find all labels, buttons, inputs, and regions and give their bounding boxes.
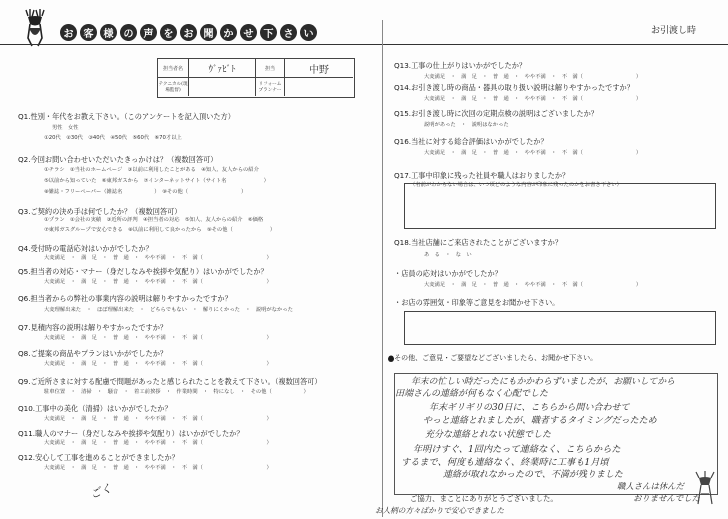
q6-options[interactable]: 大変理解出来た ・ ほぼ理解出来た ・ どちらでもない ・ 解りにくかった ・ 説明がなかった: [44, 307, 293, 313]
q18b-question: ・お店の雰囲気・印象等ご意見をお聞かせ下さい。: [394, 298, 560, 307]
title-char: い: [300, 24, 317, 41]
q4-question: Q4.受付時の電話応対はいかがでしたか？: [18, 244, 153, 253]
q11-options[interactable]: 大変満足 ・ 満 足 ・ 普 通 ・ やや不満 ・ 不 満（ ）: [44, 440, 272, 446]
q3-options[interactable]: ⑦東邦ガスグループで安心できる ⑧以前に利用して良かったから ⑨その他（ ）: [44, 227, 276, 233]
q1-question: Q1.性別・年代をお教え下さい。（このアンケートを記入頂いた方）: [18, 112, 235, 121]
comments-heading: ●その他、ご意見・ご要望などございましたら、お聞かせ下さい。: [388, 354, 598, 362]
q9-options[interactable]: 駐車位置 ・ 清掃 ・ 騒音 ・ 着工前挨拶 ・ 作業時間 ・ 特になし ・ その他（ ）: [44, 389, 309, 395]
thanks-footer: ご協力、まことにありがとうございました。: [410, 494, 558, 503]
store-opinion-box: [404, 311, 716, 345]
construction-value: 中野: [285, 59, 353, 78]
q16-options[interactable]: 大変満足 ・ 満 足 ・ 普 通 ・ やや不満 ・ 不 満（ ）: [424, 150, 642, 156]
q2-options[interactable]: ①チラシ ②当社のホームページ ③以前に利用したことがある ④知人、友人からの紹介: [44, 167, 259, 173]
q12-options[interactable]: 大変満足 ・ 満 足 ・ 普 通 ・ やや不満 ・ 不 満（ ）: [44, 465, 272, 471]
q15-options[interactable]: 説明があった ・ 説明はなかった: [424, 122, 509, 128]
sales-label: 担当者名: [158, 59, 189, 78]
q18-question: Q18.当社店舗にご来店されたことがございますか？: [394, 238, 563, 247]
handwritten-comment-line: 田端さんの連絡が何もなく心配でした: [395, 389, 549, 399]
q10-question: Q10.工事中の美化（清掃）はいかがでしたか？: [18, 404, 172, 413]
q5-options[interactable]: 大変満足 ・ 満 足 ・ 普 通 ・ やや不満 ・ 不 満（ ）: [44, 279, 272, 285]
title-char: 聞: [200, 24, 217, 41]
q1-options[interactable]: ①20代 ②30代 ③40代 ④50代 ⑤60代 ⑥70才以上: [44, 135, 182, 141]
q13-options[interactable]: 大変満足 ・ 満 足 ・ 普 通 ・ やや不満 ・ 不 満（ ）: [424, 74, 642, 80]
q12-question: Q12.安心して工事を進めることができましたか？: [18, 453, 179, 462]
q14-question: Q14.お引き渡し時の商品・器具の取り扱い説明は解りやすかったですか？: [394, 83, 634, 92]
q16-question: Q16.当社に対する総合評価はいかがでしたか？: [394, 137, 548, 146]
q15-question: Q15.お引き渡し時に次回の定期点検の説明はございましたか？: [394, 109, 598, 118]
q18-options[interactable]: あ る ・ な い: [424, 252, 472, 258]
handwritten-comment-line: 年末の忙しい時だったにもかかわらずいましたが、お願いしてから: [411, 377, 675, 387]
q18a-options[interactable]: 大変満足 ・ 満 足 ・ 普 通 ・ やや不満 ・ 不 満（ ）: [424, 282, 642, 288]
title-char: 声: [140, 24, 157, 41]
deer-logo-icon: [18, 8, 52, 48]
technical-label: テクニカル(現場監督): [158, 78, 189, 96]
q8-question: Q8.ご提案の商品やプランはいかがでしたか？: [18, 349, 168, 358]
q10-options[interactable]: 大変満足 ・ 満 足 ・ 普 通 ・ やや不満 ・ 不 満（ ）: [44, 416, 272, 422]
q5-question: Q5.担当者の対応・マナー（身だしなみや挨拶や気配り）はいかがでしたか？: [18, 267, 268, 276]
q13-question: Q13.工事の仕上がりはいかがでしたか？: [394, 61, 527, 70]
title-char: お: [60, 24, 77, 41]
title-char: せ: [240, 24, 257, 41]
q9-question: Q9.ご近所さまに対する配慮で問題があったと感じられたことを教えて下さい。（複数回答可）: [18, 377, 322, 386]
deer-corner-icon: [690, 470, 720, 506]
q14-options[interactable]: 大変満足 ・ 満 足 ・ 普 通 ・ やや不満 ・ 不 満（ ）: [424, 96, 642, 102]
reform-label: リフォーム プランナー: [256, 78, 285, 96]
handwritten-comment-line: 連絡が取れなかったので、不満が残りました: [443, 470, 623, 480]
q3-options[interactable]: ①プラン ②会社の実績 ③近所の評判 ④担当者の対応 ⑤知人、友人からの紹介 ⑥価格: [44, 217, 264, 223]
title-char: 客: [80, 24, 97, 41]
q7-question: Q7.見積内容の説明は解りやすかったですか？: [18, 323, 168, 332]
handwritten-comment-line: 年明けすぐ、1回内たって連絡なく、こちらからた: [413, 444, 621, 455]
title-char: 様: [100, 24, 117, 41]
title-char: さ: [280, 24, 297, 41]
q6-question: Q6.担当者からの弊社の事業内容の説明は解りやすかったですか？: [18, 294, 232, 303]
technical-value: [189, 78, 256, 96]
margin-scribble: ごく: [88, 481, 114, 502]
handwritten-comment-line: やっと連絡とれましたが、職者するタイミングだったため: [423, 416, 657, 426]
q2-options[interactable]: ⑧雑誌・フリーペーパー（雑誌名 ） ⑨その他（ ）: [44, 189, 247, 195]
handover-label: お引渡し時: [651, 26, 697, 36]
handwritten-comment-line: 充分な連絡とれない状態でした: [425, 430, 552, 440]
title-char: 下: [260, 24, 277, 41]
q1-options[interactable]: 男性 女性: [52, 125, 79, 131]
page-title: [60, 22, 318, 42]
handwritten-comment-line: お人柄の方々ばかりで安心できました: [375, 506, 505, 515]
title-char: お: [180, 24, 197, 41]
q2-question: Q2.今回お問い合わせいただいたきっかけは？（複数回答可）: [18, 155, 218, 164]
construction-label: 担当: [256, 59, 285, 78]
handwritten-comment-line: おりませんでした: [633, 493, 700, 503]
reform-value: [285, 78, 353, 96]
q17-answer-box: [404, 183, 716, 229]
handwritten-comment-line: 職人さんは休んだ: [617, 481, 684, 491]
q2-options[interactable]: ⑤以前から知っていた ⑥東邦ガスから ⑦インターネットサイト（サイト名 ）: [44, 178, 269, 184]
title-char: の: [120, 24, 137, 41]
q17-question: Q17.工事中印象に残った社員や職人はおりましたか？: [394, 171, 570, 180]
q11-question: Q11.職人のマナー（身だしなみや挨拶や気配り）はいかがでしたか？: [18, 429, 244, 438]
title-char: か: [220, 24, 237, 41]
handwritten-comment-line: するまで、何度も連絡なく、終業時に工事も1月頃: [401, 457, 609, 468]
q17-options[interactable]: （名前がわからない場合は、いつ頃どのような内容が印象に残ったのかをお書き下さい）: [410, 182, 622, 188]
q8-options[interactable]: 大変満足 ・ 満 足 ・ 普 通 ・ やや不満 ・ 不 満（ ）: [44, 361, 272, 367]
title-char: を: [160, 24, 177, 41]
staff-table: [157, 58, 355, 98]
sales-value: ｳﾞｧﾋﾞﾄ: [189, 59, 256, 78]
handwritten-comment-line: 年末ギリギリの30日に、こちらから問い合わせて: [429, 403, 630, 413]
q7-options[interactable]: 大変満足 ・ 満 足 ・ 普 通 ・ やや不満 ・ 不 満（ ）: [44, 335, 272, 341]
q18a-question: ・店員の応対はいかがでしたか？: [394, 269, 502, 278]
q4-options[interactable]: 大変満足 ・ 満 足 ・ 普 通 ・ やや不満 ・ 不 満（ ）: [44, 255, 272, 261]
q3-question: Q3.ご契約の決め手は何でしたか？（複数回答可）: [18, 207, 182, 216]
